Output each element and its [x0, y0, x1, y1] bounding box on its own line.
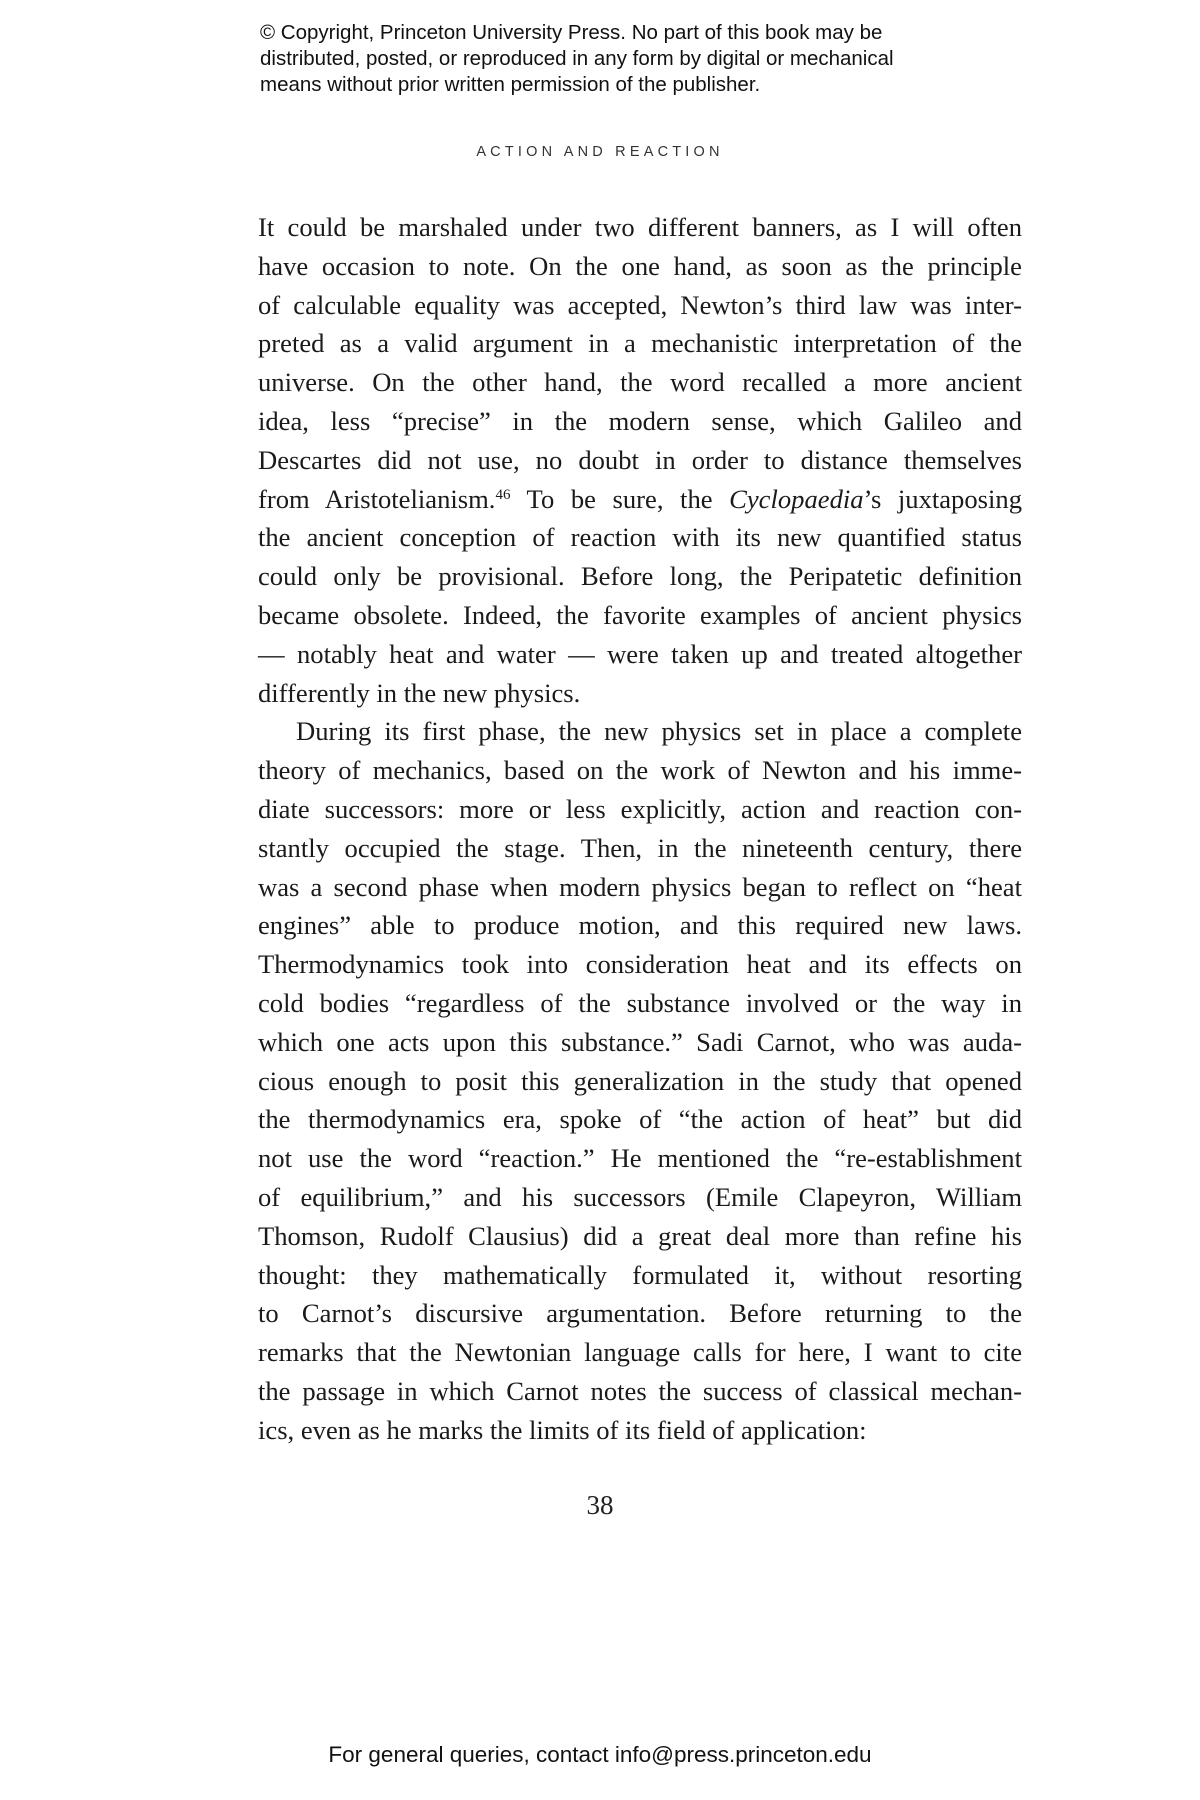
paragraph-2 [258, 712, 1022, 1449]
text-run: ’s juxtaposing [863, 483, 1022, 514]
text-line: the passage in which Carnot notes the success of classical mechan- [258, 1375, 1022, 1406]
copyright-line: © Copyright, Princeton University Press. No part of this book may be [260, 21, 883, 44]
text-line: became obsolete. Indeed, the favorite examples of ancient physics [258, 599, 1022, 630]
text-line: which one acts upon this substance.” Sadi Carnot, who was auda- [258, 1026, 1022, 1057]
italic-title: Cyclopaedia [729, 483, 864, 514]
body-text [258, 208, 1022, 1450]
running-head: ACTION AND REACTION [476, 144, 724, 160]
text-line: theory of mechanics, based on the work of Newton and his imme- [258, 755, 1022, 786]
text-run: To be sure, the [510, 483, 730, 514]
text-line: universe. On the other hand, the word recalled a more ancient [258, 367, 1022, 398]
text-line: of equilibrium,” and his successors (Emile Clapeyron, William [258, 1181, 1022, 1212]
copyright-line: distributed, posted, or reproduced in any form by digital or mechanical [260, 47, 894, 70]
text-run: from Aristotelianism. [258, 483, 496, 514]
text-line: ics, even as he marks the limits of its field of application: [258, 1414, 867, 1445]
text-line: Thermodynamics took into consideration heat and its effects on [258, 949, 1022, 980]
text-line: differently in the new physics. [258, 677, 581, 708]
text-line: Descartes did not use, no doubt in order to distance themselves [258, 444, 1022, 475]
text-line: idea, less “precise” in the modern sense, which Galileo and [258, 405, 1022, 436]
text-line: diate successors: more or less explicitly, action and reaction con- [258, 793, 1022, 824]
text-line: preted as a valid argument in a mechanistic interpretation of the [258, 328, 1022, 359]
copyright-notice [260, 20, 1020, 98]
text-line: cious enough to posit this generalization in the study that opened [258, 1065, 1022, 1096]
text-line: It could be marshaled under two different banners, as I will often [258, 212, 1022, 242]
paragraph-1 [258, 208, 1022, 712]
text-line: Thomson, Rudolf Clausius) did a great deal more than refine his [258, 1220, 1022, 1251]
text-line: thought: they mathematically formulated it, without resorting [258, 1259, 1022, 1290]
text-line: was a second phase when modern physics began to reflect on “heat [258, 871, 1022, 902]
text-line: engines” able to produce motion, and this required new laws. [258, 910, 1022, 941]
footnote-reference: 46 [495, 486, 511, 503]
text-line: to Carnot’s discursive argumentation. Before returning to the [258, 1298, 1022, 1329]
text-line: the ancient conception of reaction with its new quantified status [258, 522, 1022, 553]
text-line: During its first phase, the new physics set in place a complete [296, 716, 1022, 747]
footer-contact: For general queries, contact info@press.princeton.edu [328, 1742, 872, 1767]
text-line: could only be provisional. Before long, the Peripatetic definition [258, 561, 1022, 592]
text-line: cold bodies “regardless of the substance involved or the way in [258, 987, 1022, 1018]
text-line: not use the word “reaction.” He mentioned the “re-establishment [258, 1143, 1022, 1174]
page-number: 38 [586, 1490, 614, 1520]
copyright-line: means without prior written permission of the publisher. [260, 73, 761, 96]
text-line [258, 480, 1022, 519]
text-line: the thermodynamics era, spoke of “the action of heat” but did [258, 1104, 1022, 1135]
text-line: have occasion to note. On the one hand, as soon as the principle [258, 250, 1022, 281]
text-line: of calculable equality was accepted, Newton’s third law was inter- [258, 289, 1022, 320]
text-line: — notably heat and water — were taken up and treated altogether [258, 638, 1022, 669]
text-line: stantly occupied the stage. Then, in the nineteenth century, there [258, 832, 1022, 863]
text-line: remarks that the Newtonian language calls for here, I want to cite [258, 1337, 1022, 1368]
